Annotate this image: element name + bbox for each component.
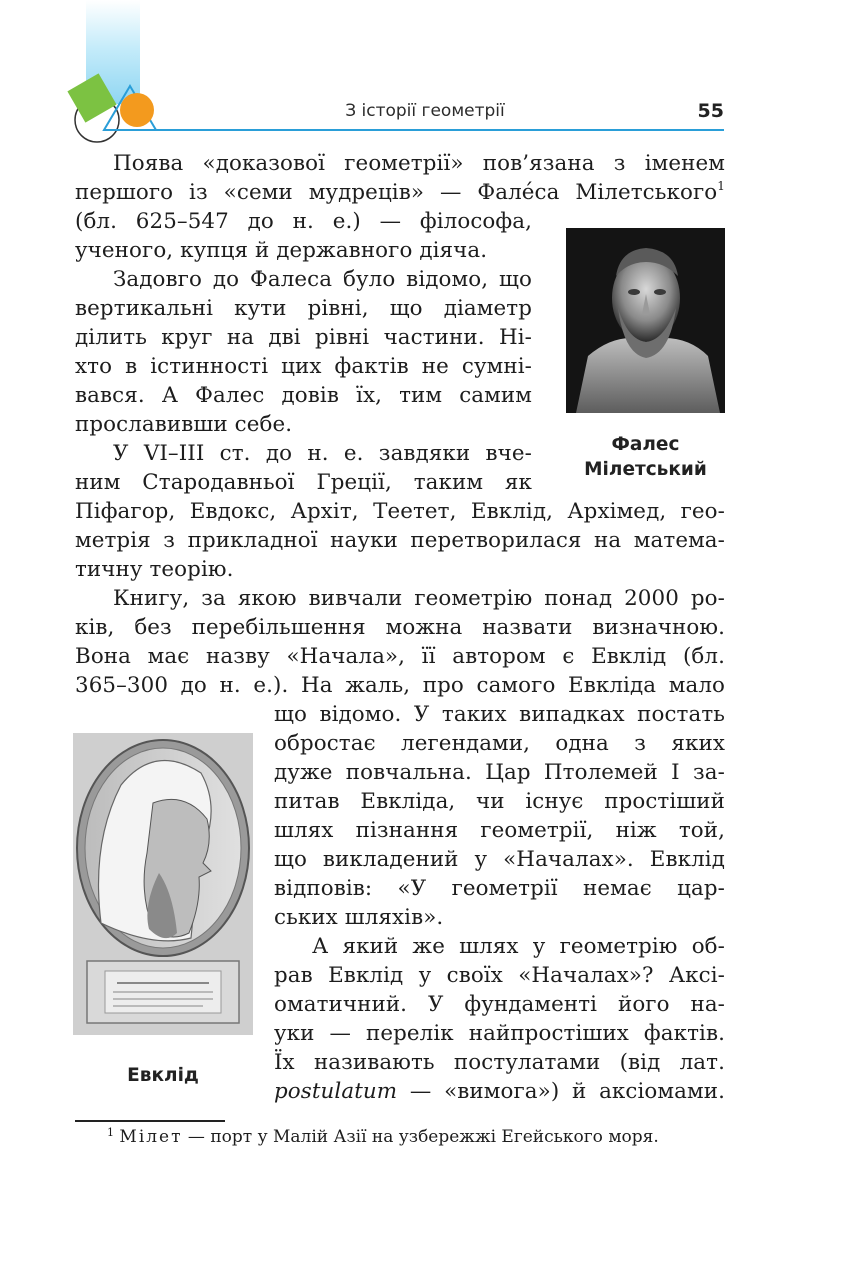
text-line: 365–300 до н. е.). На жаль, про самого Евкліда мало — [75, 673, 725, 698]
text-line: метрія з прикладної науки перетворилася на матема- — [75, 528, 725, 553]
text-line: Їх називають постулатами (від лат. — [274, 1050, 725, 1075]
text-line: У VI–III ст. до н. е. завдяки вче- — [113, 441, 532, 466]
euclid-portrait-image — [73, 733, 253, 1035]
text-line: postulatum — «вимога») й аксіомами. — [274, 1079, 725, 1104]
text-line: рав Евклід у своїх «Началах»? Аксі- — [274, 963, 725, 988]
text-line: що викладений у «Началах». Евклід — [274, 847, 725, 872]
text-line: оматичний. У фундаменті його на- — [274, 992, 725, 1017]
footnote: $^1$ Мілет — порт у Малій Азії на узбережжі Егейського моря. — [107, 1126, 659, 1147]
page-number: 55 — [697, 100, 724, 122]
text-line: прославивши себе. — [75, 412, 293, 437]
text-line: ських шляхів». — [274, 905, 444, 930]
footnote-rule — [75, 1120, 225, 1122]
text-line: А який же шлях у геометрію об- — [312, 934, 725, 959]
text-line: вався. А Фалес довів їх, тим самим — [75, 383, 532, 408]
text-line: (бл. 625–547 до н. е.) — філософа, — [75, 209, 532, 234]
latin-term: postulatum — [274, 1079, 398, 1104]
text-line: що відомо. У таких випадках постать — [274, 702, 725, 727]
text-line: Вона має назву «Начала», її автором є Евклід (бл. — [75, 644, 725, 669]
text-line: питав Евкліда, чи існує простіший — [274, 789, 725, 814]
text-line: тичну теорію. — [75, 557, 234, 582]
thales-portrait-image — [566, 228, 725, 413]
footnote-reference: 1 — [717, 179, 725, 193]
header-rule — [150, 129, 724, 131]
text-line: вертикальні кути рівні, що діаметр — [75, 296, 532, 321]
text-line: дуже повчальна. Цар Птолемей I за- — [274, 760, 725, 785]
footnote-term: Мілет — [119, 1127, 183, 1147]
running-title: З історії геометрії — [345, 101, 505, 121]
text-line: ків, без перебільшення можна назвати визначною. — [75, 615, 725, 640]
text-line: хто в істинності цих фактів не сумні- — [75, 354, 532, 379]
text-line: шлях пізнання геометрії, ніж той, — [274, 818, 725, 843]
text-line: Задовго до Фалеса було відомо, що — [113, 267, 532, 292]
thales-caption: Фалес Мілетський — [584, 434, 707, 480]
euclid-caption: Евклід — [127, 1065, 199, 1086]
text-line: уки — перелік найпростіших фактів. — [274, 1021, 725, 1046]
text-line: першого із «семи мудреців» — Фале́са Мілетського$^1$ — [75, 179, 725, 205]
text-line: Поява «доказової геометрії» пов’язана з іменем — [113, 151, 725, 176]
text-line: Піфагор, Евдокс, Архіт, Теетет, Евклід, Архімед, гео- — [75, 499, 725, 524]
text-line: ділить круг на дві рівні частини. Ні- — [75, 325, 532, 350]
text-line: ученого, купця й державного діяча. — [75, 238, 488, 263]
text-line: Книгу, за якою вивчали геометрію понад 2000 ро- — [113, 586, 725, 611]
text-line: обростає легендами, одна з яких — [274, 731, 725, 756]
text-line: відповів: «У геометрії немає цар- — [274, 876, 725, 901]
text-line: ним Стародавньої Греції, таким як — [75, 470, 532, 495]
